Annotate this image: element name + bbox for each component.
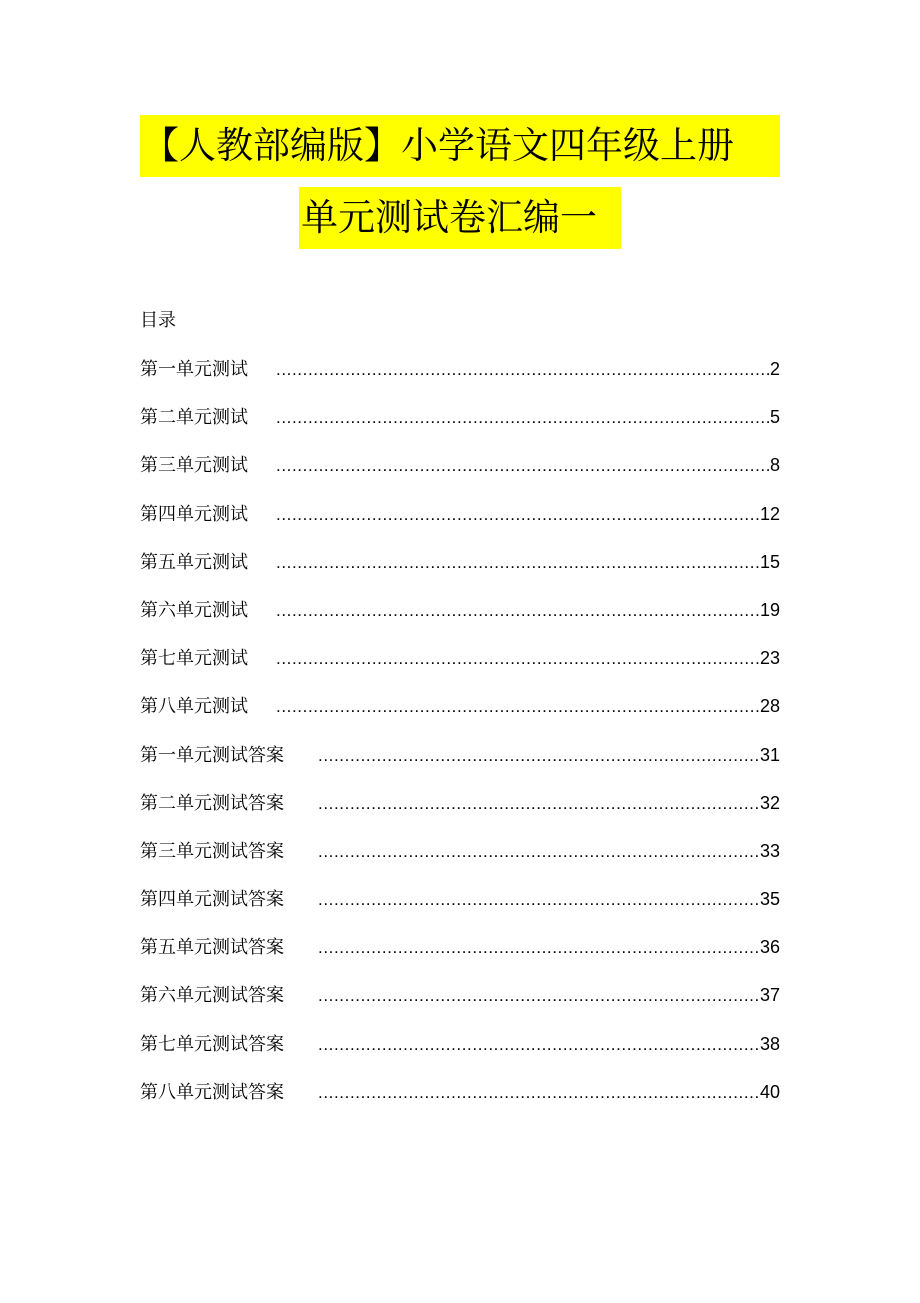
toc-entry[interactable] xyxy=(140,1031,780,1079)
toc-entry[interactable] xyxy=(140,501,780,549)
toc-entry[interactable] xyxy=(140,838,780,886)
toc-dot-leader xyxy=(318,983,759,1009)
toc-dot-leader xyxy=(276,357,769,383)
toc-entry[interactable] xyxy=(140,693,780,741)
toc-entry[interactable] xyxy=(140,597,780,645)
toc-page-number: 23 xyxy=(759,648,780,669)
toc-entry-title: 第四单元测试答案 xyxy=(140,889,284,911)
toc-page-number: 19 xyxy=(759,599,780,620)
toc-page-number: 12 xyxy=(759,503,780,524)
toc-entry-title: 第七单元测试 xyxy=(140,648,248,670)
toc-dot-leader xyxy=(276,694,759,720)
document-title-line-1: 【人教部编版】小学语文四年级上册 xyxy=(140,115,780,177)
toc-entry[interactable] xyxy=(140,404,780,452)
toc-entry-title: 第一单元测试 xyxy=(140,359,248,380)
toc-dot-leader xyxy=(318,743,759,769)
toc-page-number: 32 xyxy=(759,792,780,813)
toc-heading: 目录 xyxy=(140,310,176,331)
toc-entry-title: 第六单元测试 xyxy=(140,599,248,621)
toc-entry[interactable] xyxy=(140,790,780,838)
toc-dot-leader xyxy=(276,405,769,431)
toc-dot-leader xyxy=(318,935,759,961)
toc-dot-leader xyxy=(318,1032,759,1058)
toc-entry-title: 第二单元测试答案 xyxy=(140,792,284,814)
toc-entry[interactable] xyxy=(140,982,780,1030)
toc-entry-title: 第三单元测试答案 xyxy=(140,840,284,862)
toc-dot-leader xyxy=(318,839,759,865)
toc-entry[interactable] xyxy=(140,645,780,693)
toc-dot-leader xyxy=(318,791,759,817)
toc-entry[interactable] xyxy=(140,934,780,982)
toc-entry-title: 第三单元测试 xyxy=(140,455,248,477)
toc-dot-leader xyxy=(318,1080,759,1106)
toc-entry[interactable] xyxy=(140,886,780,934)
toc-page-number: 38 xyxy=(759,1033,780,1054)
toc-page-number: 28 xyxy=(759,696,780,717)
toc-page-number: 31 xyxy=(759,744,780,765)
toc-entry[interactable] xyxy=(140,549,780,597)
toc-page-number: 37 xyxy=(759,985,780,1006)
toc-entry[interactable] xyxy=(140,356,780,404)
toc-entry-title: 第五单元测试答案 xyxy=(140,937,284,959)
document-title-line-2: 单元测试卷汇编一 xyxy=(299,187,621,249)
toc-page-number: 8 xyxy=(769,455,780,476)
toc-entry[interactable] xyxy=(140,742,780,790)
toc-dot-leader xyxy=(276,646,759,672)
toc-entry[interactable] xyxy=(140,1079,780,1127)
toc-entry-title: 第八单元测试 xyxy=(140,696,248,718)
toc-entry-title: 第八单元测试答案 xyxy=(140,1081,284,1103)
toc-entry-title: 第二单元测试 xyxy=(140,407,248,429)
toc-page-number: 2 xyxy=(769,359,780,379)
toc-page-number: 40 xyxy=(759,1081,780,1102)
toc-page-number: 5 xyxy=(769,407,780,428)
toc-entry-title: 第七单元测试答案 xyxy=(140,1033,284,1055)
toc-entry-title: 第五单元测试 xyxy=(140,551,248,573)
toc-dot-leader xyxy=(276,598,759,624)
toc-dot-leader xyxy=(318,887,759,913)
toc-page-number: 35 xyxy=(759,889,780,910)
toc-page-number: 33 xyxy=(759,840,780,861)
toc-page-number: 36 xyxy=(759,937,780,958)
toc-dot-leader xyxy=(276,502,759,528)
toc-page-number: 15 xyxy=(759,551,780,572)
toc-dot-leader xyxy=(276,453,769,479)
toc-entry[interactable] xyxy=(140,452,780,500)
toc-entry-title: 第一单元测试答案 xyxy=(140,744,284,766)
toc-dot-leader xyxy=(276,550,759,576)
toc-entry-title: 第六单元测试答案 xyxy=(140,985,284,1007)
toc-entry-title: 第四单元测试 xyxy=(140,503,248,525)
table-of-contents xyxy=(140,356,780,1127)
